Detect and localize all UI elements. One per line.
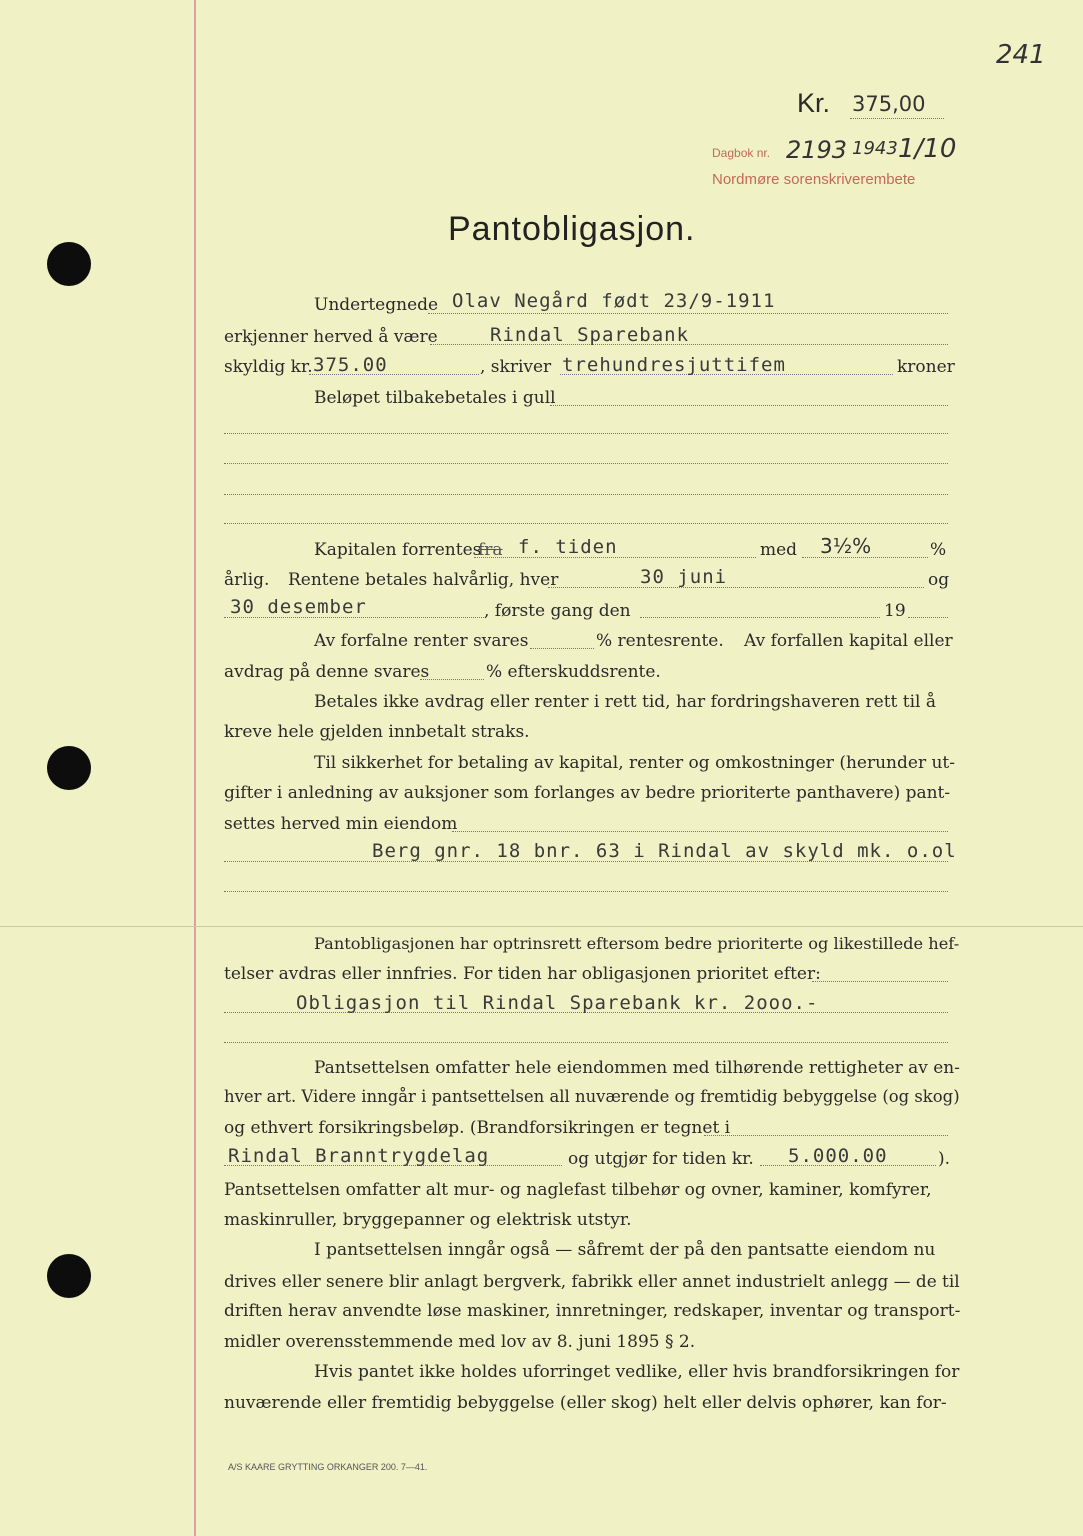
arlig-label: årlig. bbox=[224, 570, 270, 590]
amount-value: 375,00 bbox=[852, 92, 926, 116]
mur-line-1: Pantsettelsen omfatter alt mur- og naglefast tilbehør og ovner, kaminer, komfyrer, bbox=[224, 1180, 932, 1200]
bergverk-line-1: I pantsettelsen inngår også — såfremt der på den pantsatte eiendom nu bbox=[314, 1240, 936, 1260]
payment-date-2: 30 desember bbox=[230, 596, 367, 618]
sikkerhet-line-3: settes herved min eiendom bbox=[224, 814, 458, 834]
debt-amount: 375.00 bbox=[313, 354, 388, 376]
interest-from: f. tiden bbox=[518, 536, 618, 558]
kapital-label: Kapitalen forrentes bbox=[314, 540, 482, 560]
percent-sign: % bbox=[930, 540, 947, 560]
journal-year: 1943 bbox=[852, 138, 898, 159]
insurer-name: Rindal Branntrygdelag bbox=[228, 1145, 490, 1167]
document-title: Pantobligasjon. bbox=[448, 210, 696, 248]
property-description: Berg gnr. 18 bnr. 63 i Rindal av skyld mk. o.ol bbox=[372, 840, 957, 862]
insured-amount: 5.000.00 bbox=[788, 1145, 888, 1167]
rentesrente-text: % rentesrente. bbox=[596, 631, 724, 651]
stamp-label: Dagbok nr. bbox=[712, 146, 771, 160]
amount-prefix: Kr. bbox=[797, 88, 831, 118]
bergverk-line-3: driften herav anvendte løse maskiner, innretninger, redskaper, inventar og transport- bbox=[224, 1301, 961, 1321]
punch-hole bbox=[47, 1254, 91, 1298]
prior-line-2: telser avdras eller innfries. For tiden har obligasjonen prioritet efter: bbox=[224, 964, 821, 984]
close-paren: ). bbox=[938, 1149, 951, 1169]
year-prefix: 19 bbox=[884, 601, 906, 621]
undertegnede-label: Undertegnede bbox=[314, 295, 439, 315]
og-label: og bbox=[928, 570, 950, 590]
fold-line bbox=[0, 926, 1083, 927]
efterskudd-text: % efterskuddsrente. bbox=[486, 662, 661, 682]
forfalne-text: Av forfalne renter svares bbox=[314, 631, 529, 651]
omfatter-line-1: Pantsettelsen omfatter hele eiendommen med tilhørende rettigheter av en- bbox=[314, 1057, 960, 1077]
page-number: 241 bbox=[996, 40, 1046, 70]
vedlike-line-2: nuværende eller fremtidig bebyggelse (eller skog) helt eller delvis ophører, kan for- bbox=[224, 1393, 947, 1413]
punch-hole bbox=[47, 746, 91, 790]
utgjor-label: og utgjør for tiden kr. bbox=[568, 1149, 754, 1169]
omfatter-line-2: hver art. Videre inngår i pantsettelsen all nuværende og fremtidig bebyggelse (og skog) bbox=[224, 1087, 960, 1106]
skriver-label: , skriver bbox=[480, 357, 552, 377]
punch-hole bbox=[47, 242, 91, 286]
struck-text: fra bbox=[478, 540, 503, 560]
mur-line-2: maskinruller, bryggepanner og elektrisk utstyr. bbox=[224, 1210, 632, 1230]
skyldig-label: skyldig kr. bbox=[224, 357, 313, 377]
erkjenner-label: erkjenner herved å være bbox=[224, 327, 438, 347]
prior-line-1: Pantobligasjonen har optrinsrett eftersom bedre prioriterte og likestillede hef- bbox=[314, 934, 960, 953]
kroner-label: kroner bbox=[897, 357, 955, 377]
rentene-label: Rentene betales halvårlig, hver bbox=[288, 570, 559, 590]
gold-clause: Beløpet tilbakebetales i gull bbox=[314, 388, 556, 408]
avdrag-text: avdrag på denne svares bbox=[224, 662, 430, 682]
forste-label: , første gang den bbox=[484, 601, 631, 621]
prior-obligation: Obligasjon til Rindal Sparebank kr. 2ooo.- bbox=[296, 992, 819, 1014]
med-label: med bbox=[760, 540, 798, 560]
bergverk-line-4: midler overensstemmende med lov av 8. juni 1895 § 2. bbox=[224, 1332, 696, 1352]
bergverk-line-2: drives eller senere blir anlagt bergverk, fabrikk eller annet industrielt anlegg — de til bbox=[224, 1271, 960, 1291]
journal-number: 2193 bbox=[786, 136, 848, 164]
vedlike-line-1: Hvis pantet ikke holdes uforringet vedlike, eller hvis brandforsikringen for bbox=[314, 1362, 960, 1382]
payment-date-1: 30 juni bbox=[640, 566, 728, 588]
interest-rate: 3½% bbox=[820, 534, 872, 558]
sikkerhet-line-1: Til sikkerhet for betaling av kapital, renter og omkostninger (herunder ut- bbox=[314, 753, 955, 773]
journal-date: 1/10 bbox=[898, 134, 957, 164]
printer-imprint: A/S KAARE GRYTTING ORKANGER 200. 7—41. bbox=[228, 1462, 428, 1472]
forfallen-text: Av forfallen kapital eller bbox=[744, 631, 953, 651]
sikkerhet-line-2: gifter i anledning av auksjoner som forlanges av bedre prioriterte panthavere) pant- bbox=[224, 783, 951, 803]
stamp-office: Nordmøre sorenskriverembete bbox=[712, 171, 916, 188]
betales-line-2: kreve hele gjelden innbetalt straks. bbox=[224, 722, 530, 742]
creditor-value: Rindal Sparebank bbox=[490, 324, 690, 346]
betales-line-1: Betales ikke avdrag eller renter i rett tid, har fordringshaveren rett til å bbox=[314, 692, 937, 712]
amount-in-words: trehundresjuttifem bbox=[562, 354, 786, 376]
undertegnede-value: Olav Negård født 23/9-1911 bbox=[452, 290, 776, 312]
margin-rule bbox=[194, 0, 196, 1536]
omfatter-line-3: og ethvert forsikringsbeløp. (Brandforsikringen er tegnet i bbox=[224, 1118, 731, 1138]
